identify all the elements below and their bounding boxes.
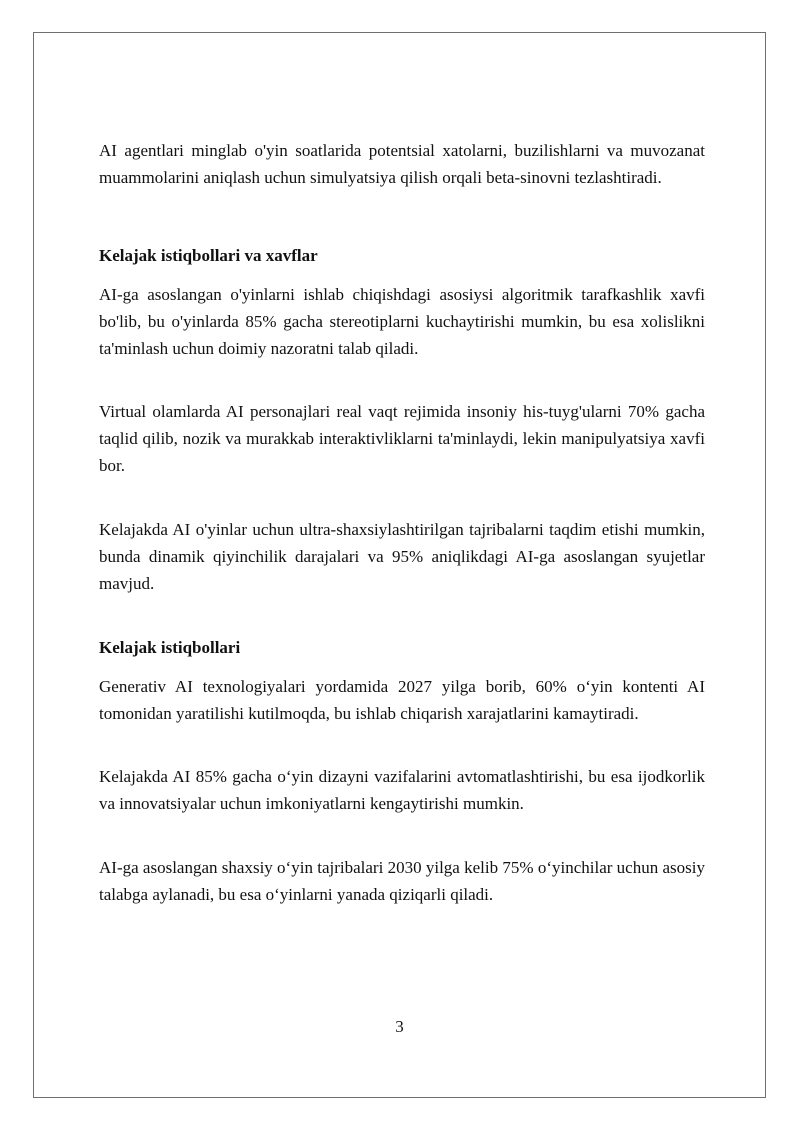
page-content [99, 137, 705, 908]
page-number: 3 [395, 1017, 404, 1036]
paragraph-beta-testing: AI agentlari minglab o'yin soatlarida potentsial xatolarni, buzilishlarni va muvozanat muammolarini aniqlash uchun simulyatsiya qilish orqali beta-sinovni tezlashtiradi. [99, 141, 705, 187]
paragraph-personalized-experiences: Kelajakda AI o'yinlar uchun ultra-shaxsiylashtirilgan tajribalarni taqdim etishi mumkin, bunda dinamik qiyinchilik darajalari va 95% aniqlikdagi AI-ga asoslangan syujetlar mavjud. [99, 520, 705, 593]
paragraph-virtual-characters: Virtual olamlarda AI personajlari real vaqt rejimida insoniy his-tuyg'ularni 70% gacha taqlid qilib, nozik va murakkab interaktivliklarni ta'minlaydi, lekin manipulyatsiya xavfi bor. [99, 402, 705, 475]
paragraph-algorithmic-bias: AI-ga asoslangan o'yinlarni ishlab chiqishdagi asosiysi algoritmik tarafkashlik xavfi bo'lib, bu o'yinlarda 85% gacha stereotiplarni kuchaytirishi mumkin, bu esa xolislikni ta'minlash uchun doimiy nazoratni talab qiladi. [99, 285, 705, 358]
section-heading-future-risks: Kelajak istiqbollari va xavflar [99, 246, 318, 265]
document-page [33, 32, 766, 1098]
paragraph-generative-ai: Generativ AI texnologiyalari yordamida 2027 yilga borib, 60% o‘yin kontenti AI tomonidan yaratilishi kutilmoqda, bu ishlab chiqarish xarajatlarini kamaytiradi. [99, 677, 705, 723]
paragraph-personal-game-experiences: AI-ga asoslangan shaxsiy o‘yin tajribalari 2030 yilga kelib 75% o‘yinchilar uchun asosiy talabga aylanadi, bu esa o‘yinlarni yanada qiziqarli qiladi. [99, 858, 705, 904]
section-heading-future: Kelajak istiqbollari [99, 638, 241, 657]
paragraph-design-automation: Kelajakda AI 85% gacha o‘yin dizayni vazifalarini avtomatlashtirishi, bu esa ijodkorlik va innovatsiyalar uchun imkoniyatlarni kengaytirishi mumkin. [99, 767, 705, 813]
